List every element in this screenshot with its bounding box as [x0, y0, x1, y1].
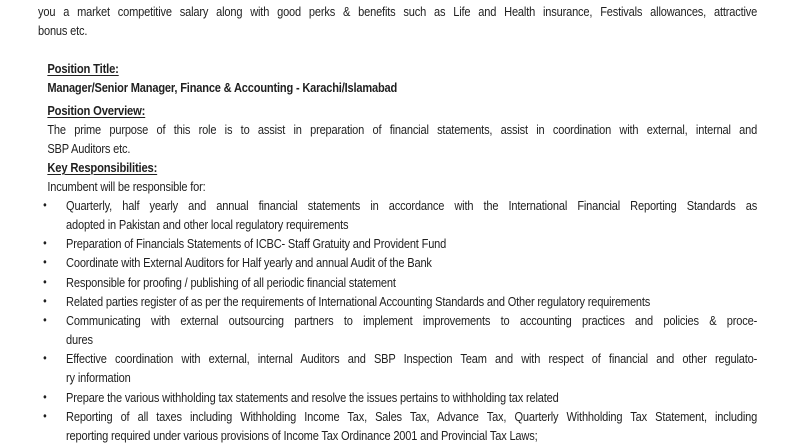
bullet-icon: • [43, 408, 47, 423]
position-title-line: Manager/Senior Manager, Finance & Accounting - Karachi/Islamabad [47, 80, 398, 95]
list-item [43, 196, 758, 234]
bullet-line: Preparation of Financials Statements of ICBC- Staff Gratuity and Provident Fund [66, 236, 447, 252]
position-overview-paragraph [47, 120, 757, 158]
overview-line: The prime purpose of this role is to assist in preparation of financial statements, assist in coordination with external, internal and [47, 122, 758, 137]
bullet-line: dures [66, 332, 93, 348]
bullet-icon: • [43, 236, 47, 251]
position-title-value [47, 78, 757, 97]
responsibilities-intro-line: Incumbent will be responsible for: [47, 179, 206, 194]
bullet-icon: • [43, 351, 47, 366]
list-item [43, 292, 757, 311]
responsibilities-list [43, 196, 758, 445]
list-item [43, 407, 758, 445]
key-responsibilities-heading: Key Responsibilities: [47, 160, 158, 175]
bullet-line: Quarterly, half yearly and annual financial statements in accordance with the International Financial Reporting Standards as [66, 198, 758, 213]
bullet-line: Prepare the various withholding tax statements and resolve the issues pertains to withholding tax related [66, 389, 559, 405]
bullet-line: Communicating with external outsourcing partners to implement improvements to accounting practices and policies & proce- [66, 312, 758, 328]
responsibilities-intro [47, 177, 757, 196]
intro-line: you a market competitive salary along with good perks & benefits such as Life and Health insurance, Festivals allowances, attractive [38, 4, 758, 19]
list-item [43, 253, 757, 272]
bullet-icon: • [43, 198, 47, 212]
bullet-icon: • [43, 389, 47, 404]
bullet-line: reporting required under various provisions of Income Tax Ordinance 2001 and Provincial Tax Laws; [66, 427, 538, 443]
bullet-line: Coordinate with External Auditors for Half yearly and annual Audit of the Bank [66, 255, 432, 271]
overview-line: SBP Auditors etc. [47, 141, 131, 156]
bullet-icon: • [43, 293, 47, 308]
intro-paragraph [38, 2, 757, 40]
list-item [43, 311, 758, 349]
list-item [43, 388, 757, 407]
bullet-line: adopted in Pakistan and other local regulatory requirements [66, 217, 349, 233]
list-item [43, 349, 758, 387]
position-title-heading: Position Title: [47, 61, 119, 76]
bullet-line: Related parties register of as per the requirements of International Accounting Standards and Other regulatory requirements [66, 293, 651, 309]
bullet-line: Effective coordination with external, internal Auditors and SBP Inspection Team and with respect of financial and other regulato- [66, 351, 758, 367]
bullet-line: Reporting of all taxes including Withholding Income Tax, Sales Tax, Advance Tax, Quarterly Withholding Tax Statement, including [66, 408, 758, 424]
bullet-icon: • [43, 312, 47, 327]
list-item [43, 234, 757, 253]
document-body [38, 2, 757, 445]
bullet-line: Responsible for proofing / publishing of all periodic financial statement [66, 274, 396, 290]
position-overview-heading: Position Overview: [47, 103, 146, 118]
bullet-line: ry information [66, 370, 131, 386]
list-item [43, 273, 757, 292]
intro-line: bonus etc. [38, 23, 88, 38]
bullet-icon: • [43, 274, 47, 289]
document-sections [43, 59, 758, 445]
bullet-icon: • [43, 255, 47, 270]
